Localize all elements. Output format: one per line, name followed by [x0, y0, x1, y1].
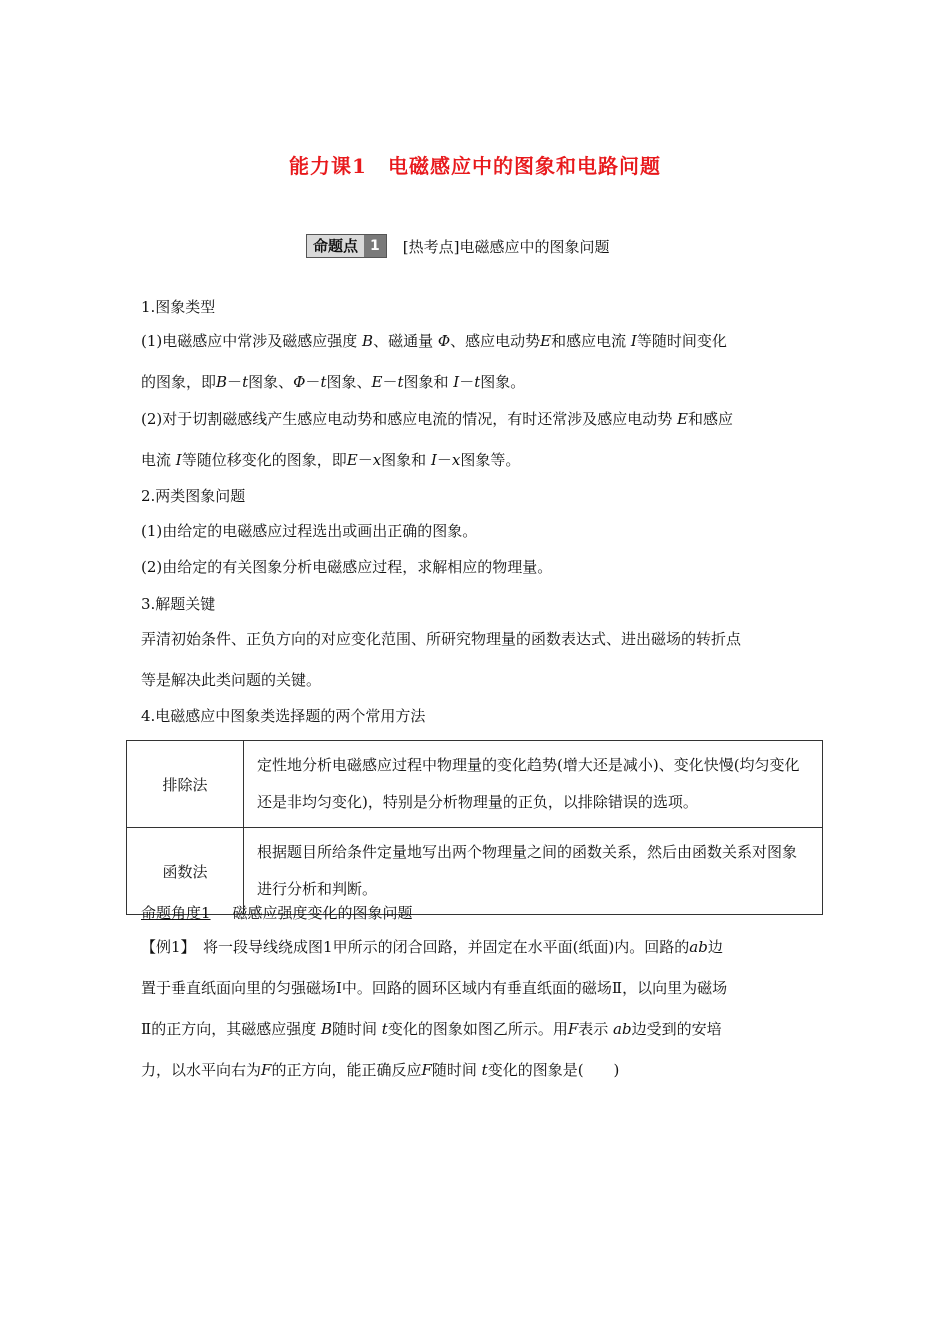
topic-badge — [306, 234, 387, 258]
example-line: 【例1】 将一段导线绕成图1甲所示的闭合回路，并固定在水平面(纸面)内。回路的ab边 — [141, 938, 723, 956]
section-title: [热考点]电磁感应中的图象问题 — [402, 237, 610, 256]
method-name: 排除法 — [127, 741, 244, 828]
method-description: 定性地分析电磁感应过程中物理量的变化趋势(增大还是减小)、变化快慢(均匀变化还是非均匀变化)，特别是分析物理量的正负，以排除错误的选项。 — [244, 741, 823, 828]
badge-number: 1 — [364, 235, 386, 257]
paragraph-line: 的图象，即B－t图象、Φ－t图象、E－t图象和 I－t图象。 — [141, 373, 526, 391]
angle-text: 磁感应强度变化的图象问题 — [232, 904, 413, 922]
example-line: 置于垂直纸面向里的匀强磁场Ⅰ中。回路的圆环区域内有垂直纸面的磁场Ⅱ，以向里为磁场 — [141, 979, 728, 997]
proposition-angle-heading — [141, 902, 413, 923]
methods-table — [126, 740, 823, 915]
heading-key-points: 3.解题关键 — [141, 595, 216, 613]
example-line: Ⅱ的正方向，其磁感应强度 B随时间 t变化的图象如图乙所示。用F表示 ab边受到的安培 — [141, 1020, 722, 1038]
angle-label: 命题角度1 — [141, 904, 211, 922]
badge-label: 命题点 — [313, 237, 359, 255]
method-name: 函数法 — [127, 828, 244, 915]
paragraph-line: 电流 I等随位移变化的图象，即E－x图象和 I－x图象等。 — [141, 451, 521, 469]
paragraph-line: 弄清初始条件、正负方向的对应变化范围、所研究物理量的函数表达式、进出磁场的转折点 — [141, 630, 742, 648]
paragraph-line: (1)由给定的电磁感应过程选出或画出正确的图象。 — [141, 522, 478, 540]
paragraph-line: (2)对于切割磁感线产生感应电动势和感应电流的情况，有时还常涉及感应电动势 E和感应 — [141, 410, 733, 428]
example-line: 力，以水平向右为F的正方向，能正确反应F随时间 t变化的图象是( ) — [141, 1061, 620, 1079]
paragraph-line: (2)由给定的有关图象分析电磁感应过程，求解相应的物理量。 — [141, 558, 553, 576]
heading-methods: 4.电磁感应中图象类选择题的两个常用方法 — [141, 707, 426, 725]
paragraph-line: 等是解决此类问题的关键。 — [141, 671, 322, 689]
heading-image-types: 1.图象类型 — [141, 298, 216, 316]
method-description: 根据题目所给条件定量地写出两个物理量之间的函数关系，然后由函数关系对图象进行分析和判断。 — [244, 828, 823, 915]
page-title: 能力课1 电磁感应中的图象和电路问题 — [289, 154, 661, 178]
section-heading — [306, 234, 609, 258]
paragraph-line: (1)电磁感应中常涉及磁感应强度 B、磁通量 Φ、感应电动势E和感应电流 I等随时间变化 — [141, 332, 727, 350]
heading-two-problem-types: 2.两类图象问题 — [141, 487, 246, 505]
table-row — [127, 741, 823, 828]
